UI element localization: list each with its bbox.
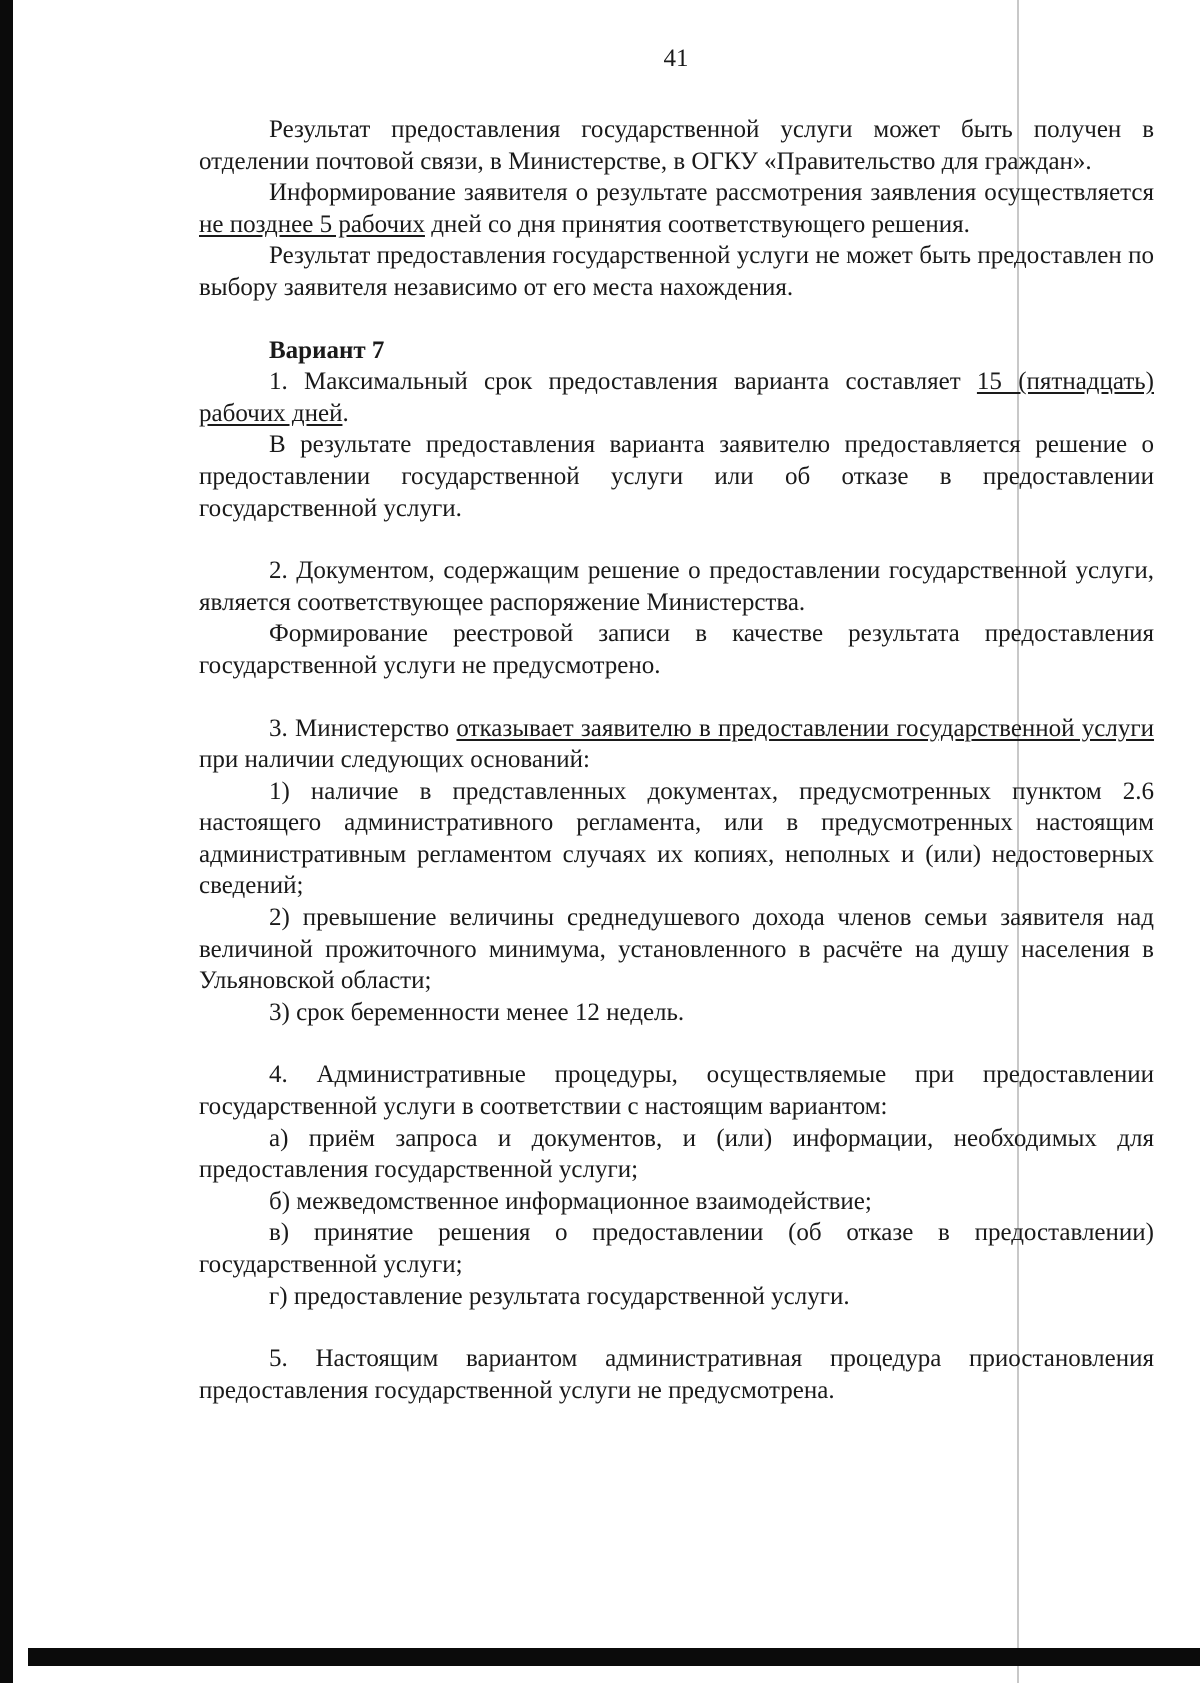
procedure-item: г) предоставление результата государственной услуги. — [269, 1282, 850, 1310]
refusal-ground: 3) срок беременности менее 12 недель. — [269, 998, 685, 1026]
item-4-procedures: 4. Административные процедуры, осуществляемые при предоставлении государственной услуги в соответствии с настоящим вариантом: — [199, 1061, 1154, 1121]
item-1-result: В результате предоставления варианта заявителю предоставляется решение о предоставлении государственной услуги или об отказе в предоставлении государственной услуги. — [199, 431, 1154, 522]
spacer — [199, 304, 1154, 335]
text-segment: дней со дня принятия соответствующего решения. — [424, 210, 970, 238]
document-body — [199, 114, 1154, 1406]
item-2-document: 2. Документом, содержащим решение о предоставлении государственной услуги, является соответствующее распоряжение Министерства. — [199, 557, 1154, 616]
spacer — [199, 524, 1154, 555]
underlined-refusal: отказывает заявителю в предоставлении государственной услуги — [456, 714, 1155, 742]
scan-bottom-border — [28, 1648, 1200, 1666]
item-5-suspension: 5. Настоящим вариантом административная процедура приостановления предоставления государственной услуги не предусмотрена. — [199, 1345, 1154, 1404]
spacer — [199, 1028, 1154, 1059]
text-segment: 1. Максимальный срок предоставления варианта составляет — [269, 368, 977, 396]
variant-heading: Вариант 7 — [269, 336, 385, 364]
underlined-deadline: не позднее 5 рабочих — [199, 210, 425, 238]
paragraph-result-receipt: Результат предоставления государственной услуги может быть получен в отделении почтовой связи, в Министерстве, в ОГКУ «Правительство для граждан». — [199, 116, 1154, 175]
page-number: 41 — [663, 45, 689, 72]
item-3-refusal — [199, 713, 1154, 776]
spacer — [199, 682, 1154, 713]
refusal-ground: 2) превышение величины среднедушевого дохода членов семьи заявителя над величиной прожиточного минимума, установленного в расчёте на душу населения в Ульяновской области; — [199, 904, 1154, 995]
text-segment: 3. Министерство — [269, 714, 457, 742]
scan-left-border — [0, 0, 13, 1683]
refusal-ground: 1) наличие в представленных документах, предусмотренных пунктом 2.6 настоящего административного регламента, или в предусмотренных настоящим административным регламентом случаях их копиях, неполных и (или) недостоверных сведений; — [199, 777, 1154, 900]
procedure-item: а) приём запроса и документов, и (или) информации, необходимых для предоставления государственной услуги; — [199, 1124, 1154, 1184]
paragraph-result-location: Результат предоставления государственной услуги не может быть предоставлен по выбору заявителя независимо от его места нахождения. — [199, 242, 1154, 301]
underlined-term: 15 (пятнадцать) рабочих дней — [199, 368, 1154, 427]
procedure-item: б) межведомственное информационное взаимодействие; — [269, 1187, 872, 1215]
procedure-item: в) принятие решения о предоставлении (об отказе в предоставлении) государственной услуги; — [199, 1219, 1154, 1278]
item-2-registry: Формирование реестровой записи в качестве результата предоставления государственной услуги не предусмотрено. — [199, 620, 1154, 679]
text-segment: Информирование заявителя о результате рассмотрения заявления осуществляется — [269, 179, 1154, 207]
item-1-max-term — [199, 366, 1154, 429]
text-segment: при наличии следующих оснований: — [199, 746, 591, 774]
paragraph-informing — [199, 177, 1154, 240]
text-segment: . — [342, 399, 349, 427]
spacer — [199, 1312, 1154, 1343]
